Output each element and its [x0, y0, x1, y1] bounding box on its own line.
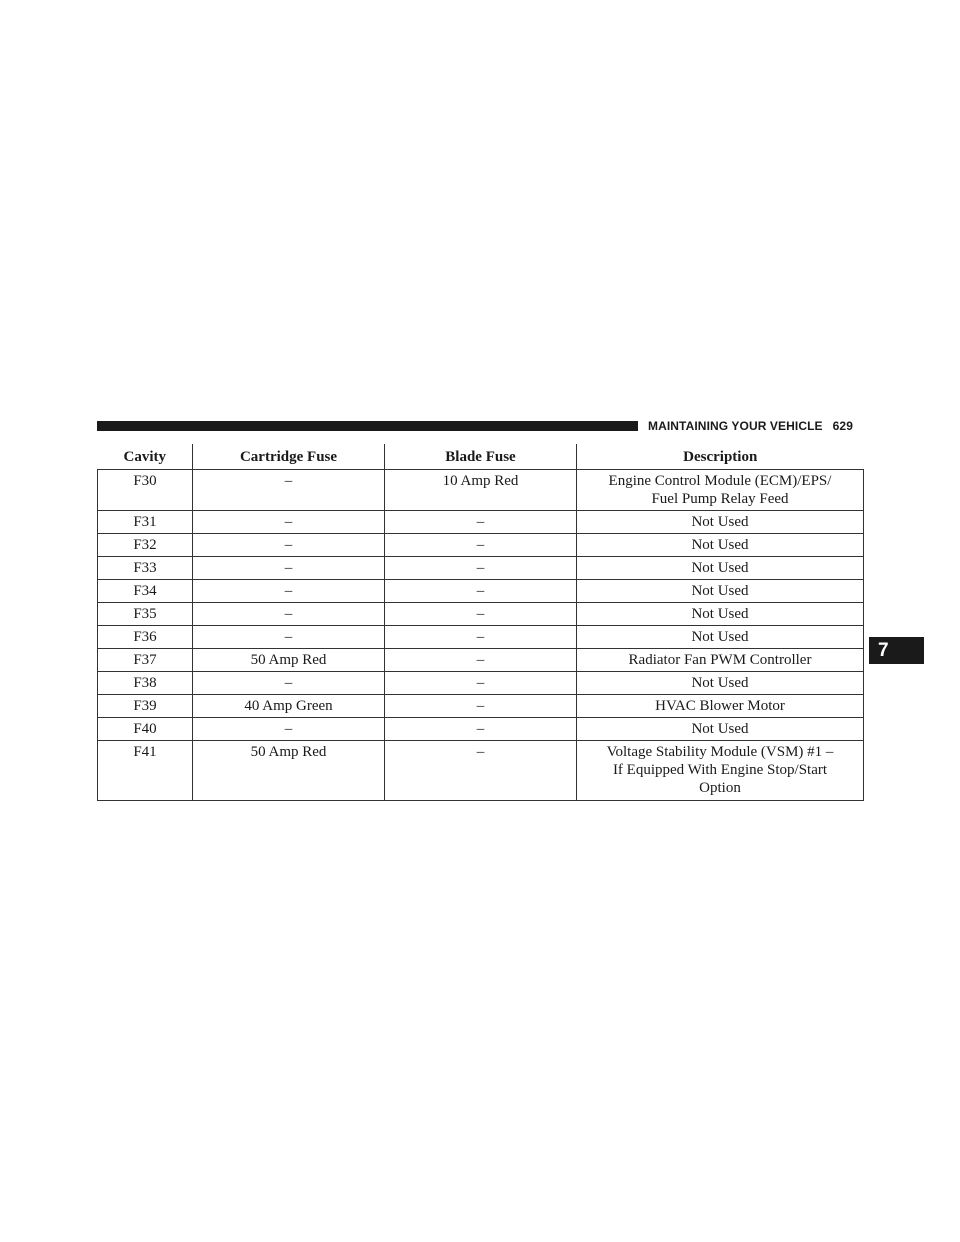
blade-fuse-cell: –	[385, 557, 577, 580]
table-row	[98, 626, 864, 649]
blade-fuse-cell: –	[385, 626, 577, 649]
cartridge-fuse-cell: 50 Amp Red	[193, 649, 385, 672]
table-row	[98, 672, 864, 695]
description-cell: Not Used	[577, 626, 864, 649]
cartridge-fuse-cell: –	[193, 470, 385, 511]
cartridge-fuse-cell: –	[193, 511, 385, 534]
cartridge-fuse-cell: 50 Amp Red	[193, 741, 385, 801]
blade-fuse-cell: –	[385, 511, 577, 534]
description-cell: Not Used	[577, 580, 864, 603]
cartridge-fuse-cell: –	[193, 718, 385, 741]
cavity-cell: F39	[98, 695, 193, 718]
description-cell: Not Used	[577, 534, 864, 557]
cavity-cell: F31	[98, 511, 193, 534]
cartridge-fuse-cell: –	[193, 603, 385, 626]
blade-fuse-cell: –	[385, 718, 577, 741]
running-header	[648, 418, 878, 434]
description-cell: HVAC Blower Motor	[577, 695, 864, 718]
table-row	[98, 470, 864, 511]
column-header-cavity: Cavity	[98, 444, 193, 470]
description-cell: Not Used	[577, 511, 864, 534]
description-cell: Not Used	[577, 672, 864, 695]
cavity-cell: F35	[98, 603, 193, 626]
fuse-table	[97, 444, 864, 801]
blade-fuse-cell: –	[385, 580, 577, 603]
cavity-cell: F33	[98, 557, 193, 580]
blade-fuse-cell: –	[385, 672, 577, 695]
table-header-row	[98, 444, 864, 470]
description-cell: Not Used	[577, 603, 864, 626]
cavity-cell: F38	[98, 672, 193, 695]
table-row	[98, 557, 864, 580]
blade-fuse-cell: –	[385, 741, 577, 801]
blade-fuse-cell: –	[385, 695, 577, 718]
column-header-blade-fuse: Blade Fuse	[385, 444, 577, 470]
description-cell: Not Used	[577, 718, 864, 741]
cavity-cell: F40	[98, 718, 193, 741]
cartridge-fuse-cell: –	[193, 557, 385, 580]
description-cell: Not Used	[577, 557, 864, 580]
table-row	[98, 718, 864, 741]
column-header-cartridge-fuse: Cartridge Fuse	[193, 444, 385, 470]
cavity-cell: F30	[98, 470, 193, 511]
cartridge-fuse-cell: –	[193, 626, 385, 649]
table-row	[98, 649, 864, 672]
cartridge-fuse-cell: –	[193, 672, 385, 695]
header-rule	[97, 421, 638, 431]
cavity-cell: F36	[98, 626, 193, 649]
description-cell: Voltage Stability Module (VSM) #1 – If Equipped With Engine Stop/Start Option	[577, 741, 864, 801]
table-row	[98, 511, 864, 534]
column-header-description: Description	[577, 444, 864, 470]
table-row	[98, 580, 864, 603]
blade-fuse-cell: 10 Amp Red	[385, 470, 577, 511]
section-title: MAINTAINING YOUR VEHICLE	[648, 419, 823, 433]
cavity-cell: F37	[98, 649, 193, 672]
table-row	[98, 695, 864, 718]
description-cell: Radiator Fan PWM Controller	[577, 649, 864, 672]
description-cell: Engine Control Module (ECM)/EPS/ Fuel Pump Relay Feed	[577, 470, 864, 511]
blade-fuse-cell: –	[385, 603, 577, 626]
table-row	[98, 741, 864, 801]
cartridge-fuse-cell: –	[193, 580, 385, 603]
blade-fuse-cell: –	[385, 649, 577, 672]
table-row	[98, 534, 864, 557]
chapter-tab[interactable]: 7	[869, 637, 924, 664]
cartridge-fuse-cell: 40 Amp Green	[193, 695, 385, 718]
cavity-cell: F32	[98, 534, 193, 557]
page-number: 629	[832, 419, 853, 433]
table-row	[98, 603, 864, 626]
cavity-cell: F41	[98, 741, 193, 801]
cavity-cell: F34	[98, 580, 193, 603]
cartridge-fuse-cell: –	[193, 534, 385, 557]
blade-fuse-cell: –	[385, 534, 577, 557]
